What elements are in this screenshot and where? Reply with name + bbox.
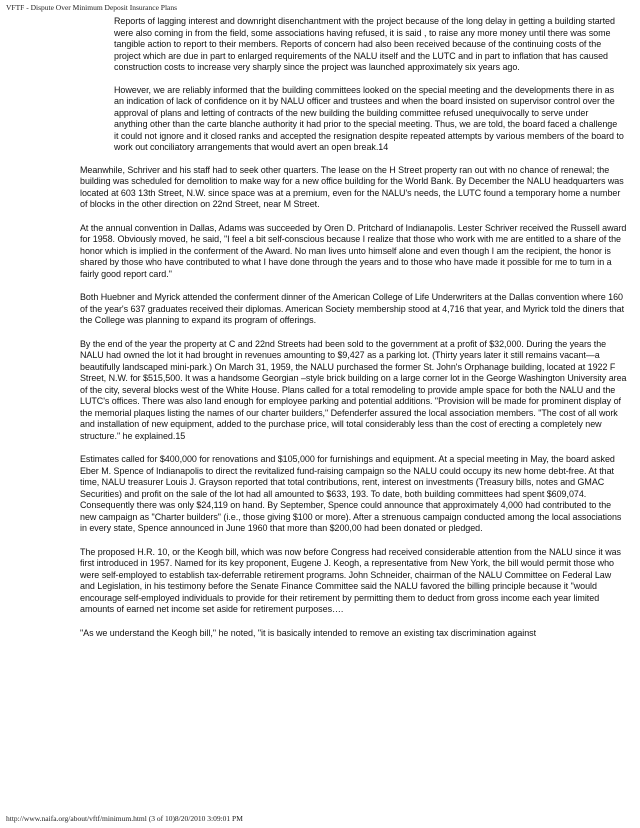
body-paragraph: The proposed H.R. 10, or the Keogh bill, which was now before Congress had received considerable attention from the NALU since it was first introduced in 1957. Named for its key proponent, Eugene J. Keogh, a representative from New York, the bill would permit those who were self-employed to establish tax-deferrable retirement programs. John Schneider, chairman of the NALU Committee on Federal Law and Legislation, in his testimony before the Senate Finance Committee said the NALU favored the billing principle because it "would encourage self-employed individuals to provide for their retirement by permitting them to deduct from gross income each year limited amounts of earned net income set aside for retirement purposes…. — [80, 546, 621, 614]
quote-paragraph: Reports of lagging interest and downright disenchantment with the project because of the long delay in getting a building started were also coming in from the field, some associations having refused, it is said , to raise any more money until there was some tangible action to report to their members. Reports of concern had also been received because of the continuing costs of the project which are due in part to enlarged requirements of the NALU itself and the LUTC and in part to inflation that has caused construction costs to increase very sharply since the project was launched approximately six years ago. — [114, 16, 615, 72]
source-link[interactable]: http://www.naifa.org/about/vftf/minimum.html (3 of 10)8/20/2010 3:09:01 PM — [6, 814, 243, 823]
body-paragraph: Meanwhile, Schriver and his staff had to seek other quarters. The lease on the H Street property ran out with no chance of renewal; the building was scheduled for demolition to make way for a new office building for the World Bank. By December the NALU headquarters was located at 603 13th Street, N.W. since space was at a premium, even for the NALU's needs, the LUTC found a temporary home a number of blocks in the other direction on 22nd Street, near M Street. — [80, 164, 624, 209]
body-paragraph: By the end of the year the property at C and 22nd Streets had been sold to the government at a profit of $32,000. During the years the NALU had owned the lot it had brought in revenues amounting to $9,427 as a parking lot. (Thirty years later it still remains vacant—a beautifully landscaped mini-park.) On March 31, 1959, the NALU purchased the former St. John's Orphanage building, located at 1922 F Street, N.W. for $515,500. It was a handsome Georgian –style brick building on a large corner lot in the George Washington University area of the city, several blocks west of the White House. Plans called for a total remodeling to provide ample space for both the NALU and the LUTC's offices. There was also land enough for employee parking and potential additions. "Provision will be made for prominent display of the memorial plaques listing the names of our charter builders," Defenderfer assured the local association members. "The cost of all work and installation of new equipment, added to the purchase price, will total considerably less than the cost of erecting a completely new structure." he explained.15 — [80, 338, 627, 441]
quote-paragraph: However, we are reliably informed that the building committees looked on the special meeting and the developments there in as an indication of lack of confidence on it by NALU officer and trustees and when the board insisted on supervisor control over the approval of plans and letting of contracts of the new building the building committee refused unequivocally to serve under anything other than the carte blanche authority it had prior to the special meeting. Thus, we are told, the board faced a challenge it could not ignore and it closed ranks and accepted the resignation despite repeated attempts by various members of the board to work out conciliatory arrangements that would avert an open break.14 — [114, 84, 624, 152]
page-footer-url[interactable] — [6, 814, 243, 823]
body-paragraph: At the annual convention in Dallas, Adams was succeeded by Oren D. Pritchard of Indianapolis. Lester Schriver received the Russell award for 1958. Obviously moved, he said, "I feel a bit self-conscious because I realize that those who work with me are entitled to a share of the honor which is implied in the conferment of the Award. No man lives unto himself alone and even though I am the recipient, the honor is shared by those who have contributed to what I have done through the years and to those who have made it possible for me to turn in a fairly good report card." — [80, 222, 627, 279]
body-paragraph: Estimates called for $400,000 for renovations and $105,000 for furnishings and equipment. At a special meeting in May, the board asked Eber M. Spence of Indianapolis to direct the revitalized fund-raising campaign so the NALU could occupy its new home debt-free. At that time, NALU treasurer Louis J. Grayson reported that total contributions, rent, interest on investments (Treasury bills, notes and GMAC Securities) and profit on the sale of the lot had all amounted to $633, 193. To date, both building committees had spent $609,074. Consequently there was only $24,119 on hand. By September, Spence could announce that approximately 4,000 had contributed to the new campaign as "Charter builders" (i.e., those giving $100 or more). After a strenuous campaign conducted among the local associations in every state, Spence announced in June 1960 that more than $200,00 had been donated or pledged. — [80, 454, 622, 533]
article-body — [80, 16, 628, 651]
block-quote — [114, 16, 624, 154]
page-header: VFTF - Dispute Over Minimum Deposit Insurance Plans — [6, 3, 178, 12]
body-paragraph: Both Huebner and Myrick attended the conferment dinner of the American College of Life Underwriters at the Dallas convention where 160 of the year's 637 graduates received their diplomas. American Society membership stood at 4,716 that year, and Myrick told the diners that the College was planning to expand its program of offerings. — [80, 292, 625, 325]
body-paragraph: "As we understand the Keogh bill," he noted, "it is basically intended to remove an existing tax discrimination against — [80, 627, 537, 638]
